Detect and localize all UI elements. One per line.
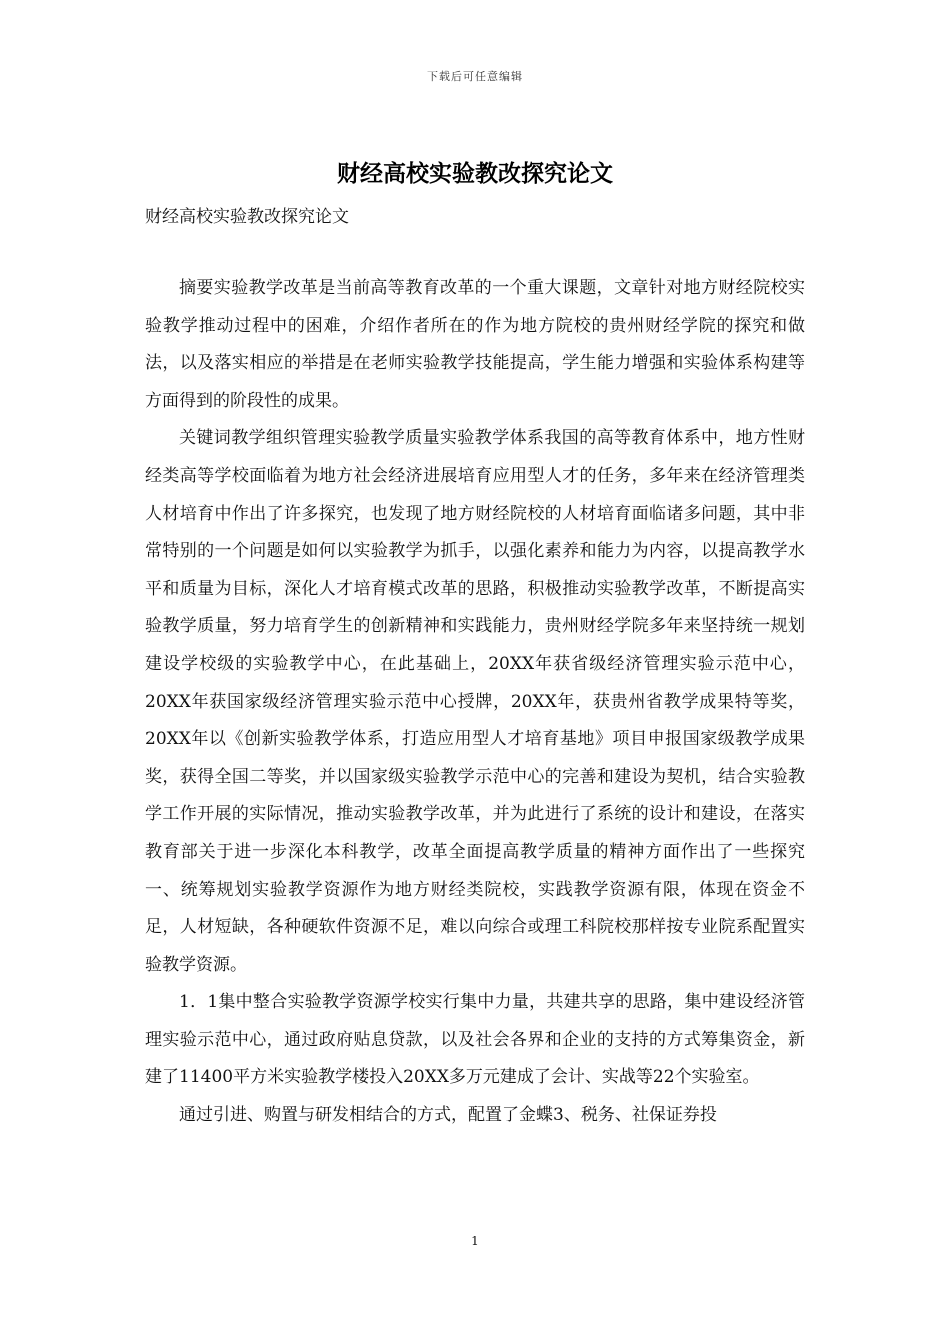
document-title: 财经高校实验教改探究论文 bbox=[337, 160, 613, 187]
document-body bbox=[145, 270, 805, 1135]
page-number: 1 bbox=[471, 1234, 479, 1248]
paragraph-abstract: 摘要实验教学改革是当前高等教育改革的一个重大课题，文章针对地方财经院校实验教学推动过程中的困难，介绍作者所在的作为地方院校的贵州财经学院的探究和做法，以及落实相应的举措是在老师实验教学技能提高，学生能力增强和实验体系构建等方面得到的阶段性的成果。 bbox=[145, 278, 805, 411]
document-subtitle: 财经高校实验教改探究论文 bbox=[145, 207, 349, 227]
page-header-note: 下载后可任意编辑 bbox=[427, 70, 523, 83]
paragraph-section-1-1: 1．1集中整合实验教学资源学校实行集中力量，共建共享的思路，集中建设经济管理实验示范中心，通过政府贴息贷款，以及社会各界和企业的支持的方式筹集资金，新建了11400平方米实验教学楼投入20XX多万元建成了会计、实战等22个实验室。 bbox=[145, 992, 805, 1088]
paragraph-keywords: 关键词教学组织管理实验教学质量实验教学体系我国的高等教育体系中，地方性财经类高等学校面临着为地方社会经济进展培育应用型人才的任务，多年来在经济管理类人材培育中作出了许多探究，也发现了地方财经院校的人材培育面临诸多问题，其中非常特别的一个问题是如何以实验教学为抓手，以强化素养和能力为内容，以提高教学水平和质量为目标，深化人才培育模式改革的思路，积极推动实验教学改革，不断提高实验教学质量，努力培育学生的创新精神和实践能力，贵州财经学院多年来坚持统一规划建设学校级的实验教学中心，在此基础上，20XX年获省级经济管理实验示范中心，20XX年获国家级经济管理实验示范中心授牌，20XX年，获贵州省教学成果特等奖，20XX年以《创新实验教学体系，打造应用型人才培育基地》项目申报国家级教学成果奖，获得全国二等奖，并以国家级实验教学示范中心的完善和建设为契机，结合实验教学工作开展的实际情况，推动实验教学改革，并为此进行了系统的设计和建设，在落实教育部关于进一步深化本科教学，改革全面提高教学质量的精神方面作出了一些探究一、统筹规划实验教学资源作为地方财经类院校，实践教学资源有限，体现在资金不足，人材短缺，各种硬软件资源不足，难以向综合或理工科院校那样按专业院系配置实验教学资源。 bbox=[145, 428, 805, 975]
paragraph-continued: 通过引进、购置与研发相结合的方式，配置了金蝶3、税务、社保证券投 bbox=[179, 1105, 717, 1126]
